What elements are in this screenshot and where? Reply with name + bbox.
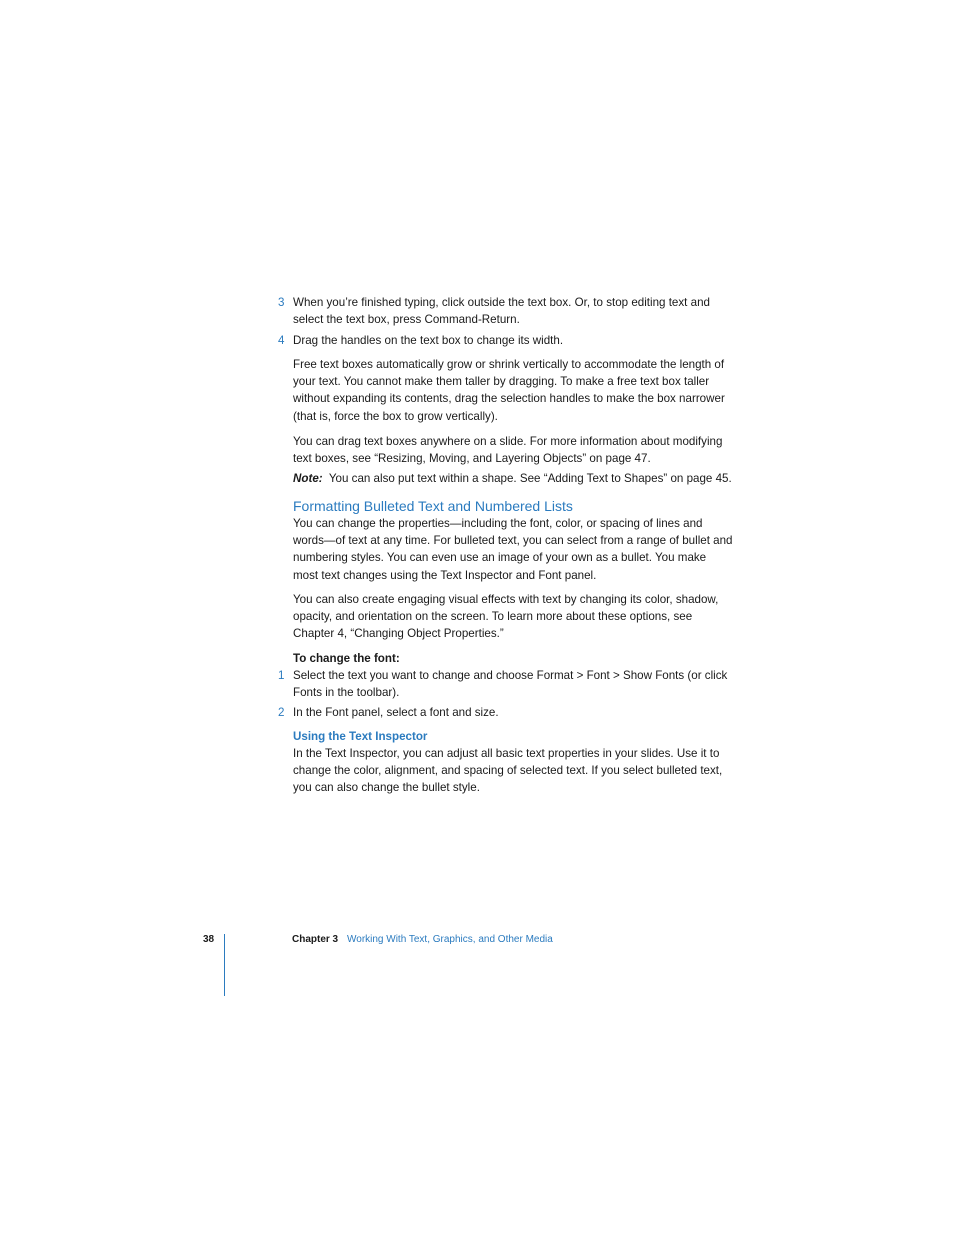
body-paragraph: You can also create engaging visual effects with text by changing its color, shadow, opacity, and orientation on the screen. To learn more about these options, see Chapter 4, “Changing Object Properties.” [293,593,719,641]
step-text: When you’re finished typing, click outside the text box. Or, to stop editing text and select the text box, press Command-Return. [293,296,710,327]
chapter-label: Chapter 3 [292,934,339,945]
body-paragraph: You can change the properties—including the font, color, or spacing of lines and words—of text at any time. For bulleted text, you can select from a range of bullet and numbering styles. You can even use an image of your own as a bullet. You make most text changes using the Text Inspector and Font panel. [293,517,733,582]
step-text: Select the text you want to change and choose Format > Font > Show Fonts (or click Fonts in the toolbar). [293,669,728,700]
task-heading: To change the font: [293,652,400,665]
note-label: Note: [293,472,323,485]
page-number: 38 [203,934,215,945]
step-number: 1 [278,669,285,682]
note-text: You can also put text within a shape. See “Adding Text to Shapes” on page 45. [328,472,732,485]
step-number: 3 [278,296,285,309]
step-number: 4 [278,334,285,347]
subsection-heading: Using the Text Inspector [293,730,428,743]
section-heading: Formatting Bulleted Text and Numbered Lists [293,498,573,514]
note-paragraph [293,470,733,487]
body-paragraph: Free text boxes automatically grow or shrink vertically to accommodate the length of your text. You cannot make them taller by dragging. To make a free text box taller without expanding its contents, drag the selection handles to make the box narrower (that is, force the box to grow vertically). [293,358,725,423]
step-text: Drag the handles on the text box to change its width. [293,334,564,347]
chapter-title: Working With Text, Graphics, and Other Media [347,934,553,945]
body-paragraph: In the Text Inspector, you can adjust all basic text properties in your slides. Use it to change the color, alignment, and spacing of selected text. If you select bulleted text, you can also change the bullet style. [293,747,723,795]
body-paragraph: You can drag text boxes anywhere on a slide. For more information about modifying text boxes, see “Resizing, Moving, and Layering Objects” on page 47. [293,435,723,466]
step-number: 2 [278,706,285,719]
footer-rule [224,934,225,996]
step-text: In the Font panel, select a font and size. [293,706,499,719]
